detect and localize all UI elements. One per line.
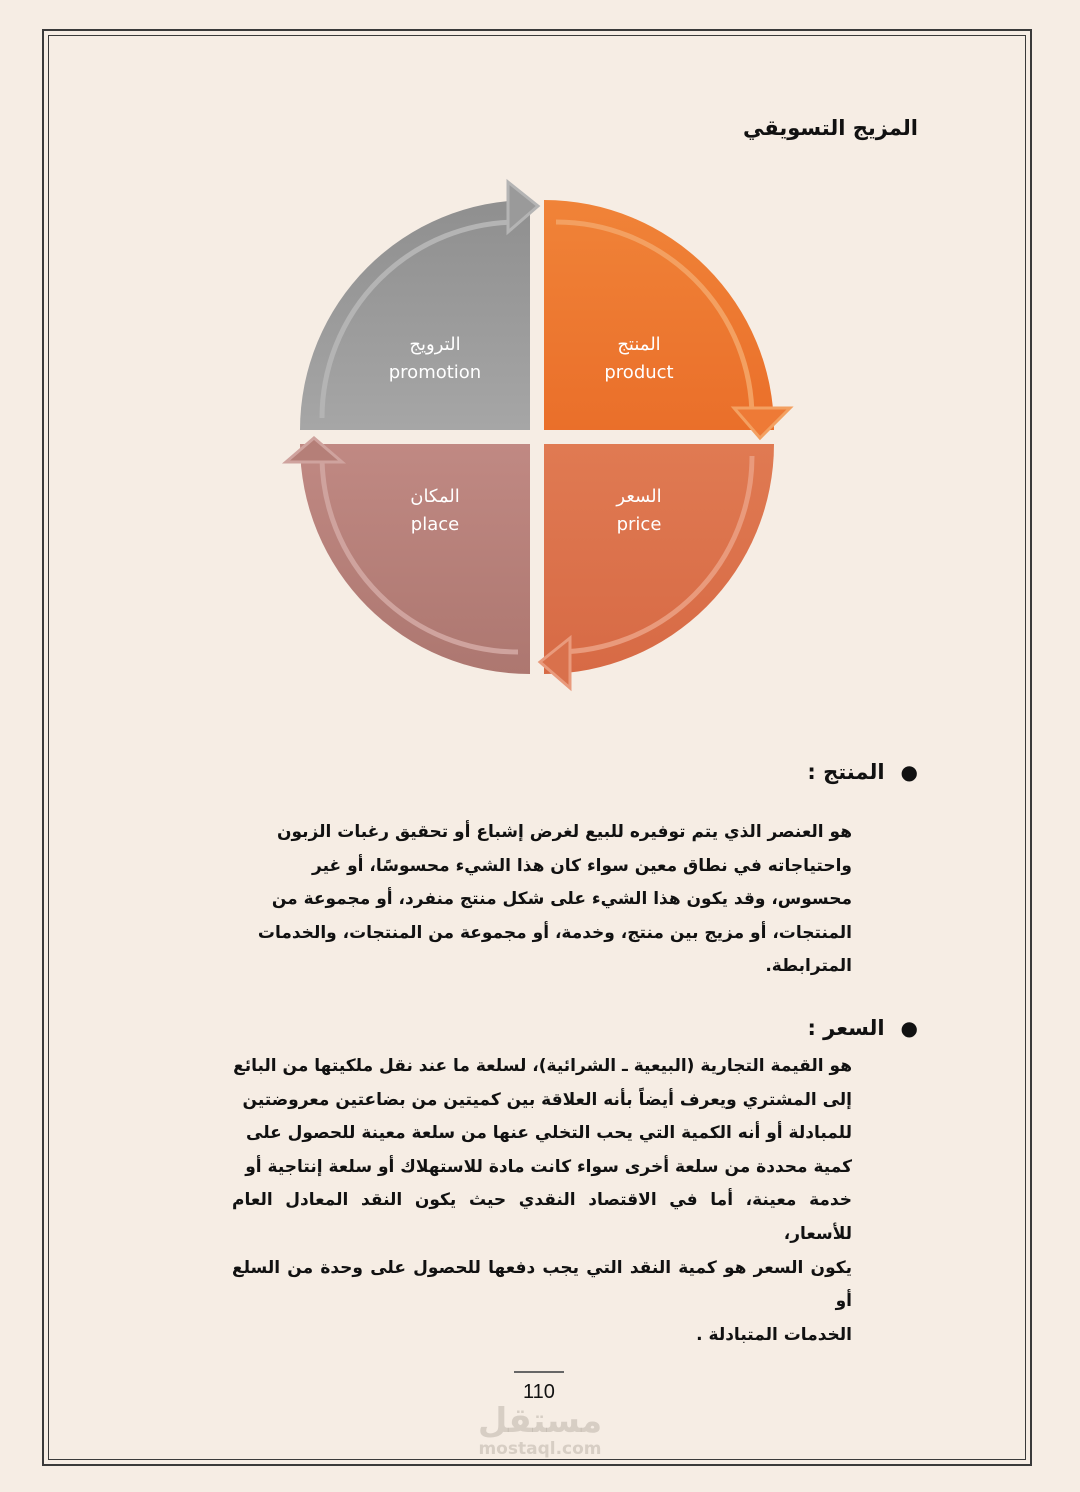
marketing-mix-cycle-diagram (270, 170, 810, 700)
paragraph-line: كمية محددة من سلعة أخرى سواء كانت مادة للاستهلاك أو سلعة إنتاجية أو (245, 1156, 852, 1177)
quadrant-product-label-en: product (604, 362, 674, 383)
page-number: 110 (514, 1371, 564, 1404)
paragraph-line: واحتياجاته في نطاق معين سواء كان هذا الشيء محسوسًا، أو غير (312, 855, 852, 876)
section-heading-product-text: المنتج : (807, 760, 885, 784)
section-heading-price (807, 1016, 918, 1040)
paragraph-line: يكون السعر هو كمية النقد التي يجب دفعها للحصول على وحدة من السلع أو (232, 1257, 852, 1312)
section-paragraph-price (232, 1050, 852, 1352)
bullet-icon: ● (900, 760, 918, 784)
quadrant-place (286, 438, 530, 674)
section-paragraph-product (232, 816, 852, 984)
quadrant-place-label-en: place (410, 514, 460, 535)
watermark-main: مستقل (477, 1401, 603, 1441)
quadrant-price (540, 444, 774, 688)
paragraph-line: المنتجات، أو مزيج بين منتج، وخدمة، أو مجموعة من المنتجات، والخدمات (257, 922, 852, 943)
page-title: المزيج التسويقي (743, 116, 918, 140)
quadrant-product-label-ar: المنتج (617, 334, 661, 355)
watermark-logo (468, 1402, 612, 1458)
paragraph-line: هو القيمة التجارية (البيعية ـ الشرائية)، لسلعة ما عند نقل ملكيتها من البائع (233, 1056, 852, 1076)
paragraph-line: إلى المشتري ويعرف أيضاً بأنه العلاقة بين كميتين من بضاعتين معروضتين (242, 1089, 852, 1110)
quadrant-price-label-en: price (616, 514, 662, 535)
paragraph-line: محسوس، وقد يكون هذا الشيء على شكل منتج منفرد، أو مجموعة من (271, 889, 852, 909)
quadrant-price-label-ar: السعر (616, 486, 662, 507)
quadrant-product (544, 200, 790, 438)
watermark-sub: mostaql.com (478, 1439, 602, 1459)
bullet-icon: ● (900, 1016, 918, 1040)
paragraph-line: خدمة معينة، أما في الاقتصاد النقدي حيث يكون النقد المعادل العام للأسعار، (232, 1190, 852, 1244)
paragraph-line: للمبادلة أو أنه الكمية التي يحب التخلي عنها من سلعة معينة للحصول على (246, 1123, 852, 1144)
section-heading-price-text: السعر : (807, 1016, 885, 1040)
quadrant-place-label-ar: المكان (410, 486, 460, 507)
paragraph-line: هو العنصر الذي يتم توفيره للبيع لغرض إشباع أو تحقيق رغبات الزبون (277, 822, 852, 842)
quadrant-promotion (300, 182, 538, 430)
paragraph-line: الخدمات المتبادلة . (696, 1324, 852, 1345)
quadrant-promotion-label-en: promotion (388, 362, 482, 383)
section-heading-product (807, 760, 918, 784)
paragraph-line: المترابطة. (765, 956, 852, 976)
quadrant-promotion-label-ar: الترويج (409, 334, 461, 355)
